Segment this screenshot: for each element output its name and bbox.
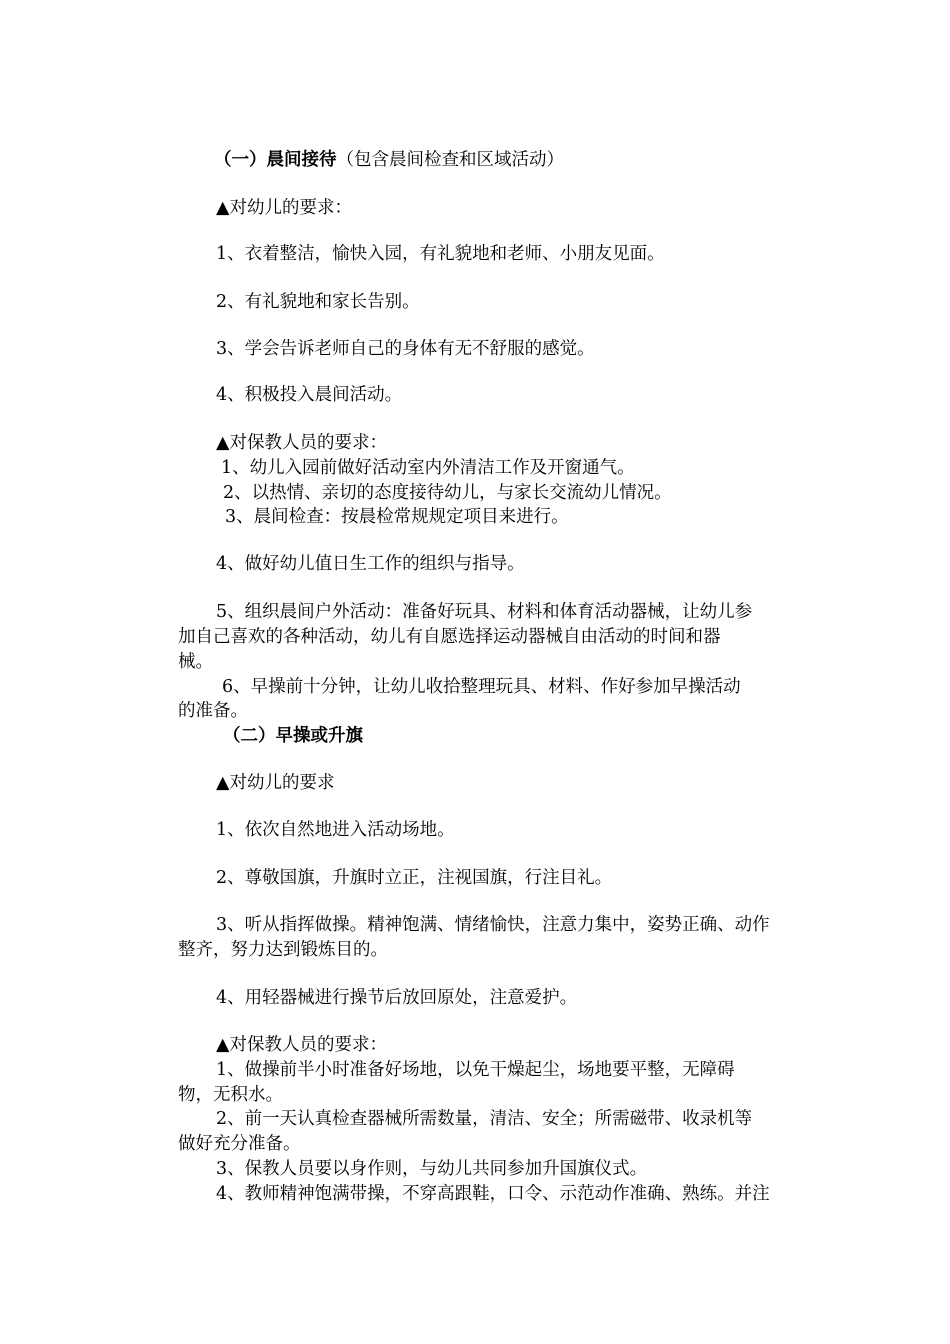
section1-child-item-4: 4、积极投入晨间活动。 [216, 385, 403, 405]
section2-staff-item-1a: 1、做操前半小时准备好场地，以免干燥起尘，场地要平整，无障碍 [216, 1060, 735, 1080]
section1-heading: （一）晨间接待 [214, 150, 337, 170]
section2-child-item-3b: 整齐，努力达到锻炼目的。 [178, 940, 388, 960]
section2-child-item-3a: 3、听从指挥做操。精神饱满、情绪愉快，注意力集中，姿势正确、动作 [216, 915, 770, 935]
section2-child-item-2: 2、尊敬国旗，升旗时立正，注视国旗，行注目礼。 [216, 868, 613, 888]
section2-staff-item-2a: 2、前一天认真检查器械所需数量，清洁、安全；所需磁带、收录机等 [216, 1109, 753, 1129]
section2-child-item-4: 4、用轻器械进行操节后放回原处，注意爱护。 [216, 988, 578, 1008]
section1-staff-item-6b: 的准备。 [178, 701, 248, 721]
section1-staff-item-3: 3、晨间检查：按晨检常规规定项目来进行。 [225, 507, 569, 527]
section1-staff-item-5b: 加自己喜欢的各种活动，幼儿有自愿选择运动器械自由活动的时间和器 [178, 627, 721, 647]
section1-child-item-2: 2、有礼貌地和家长告别。 [216, 292, 420, 312]
section1-staff-req-title: ▲对保教人员的要求： [216, 433, 387, 453]
section2-staff-item-3: 3、保教人员要以身作则，与幼儿共同参加升国旗仪式。 [216, 1159, 648, 1179]
section1-staff-item-5a: 5、组织晨间户外活动：准备好玩具、材料和体育活动器械，让幼儿参 [216, 602, 753, 622]
section1-staff-item-6a: 6、早操前十分钟，让幼儿收拾整理玩具、材料、作好参加早操活动 [222, 677, 741, 697]
section1-heading-note: （包含晨间检查和区域活动） [336, 150, 564, 170]
section1-child-item-1: 1、衣着整洁，愉快入园，有礼貌地和老师、小朋友见面。 [216, 244, 665, 264]
section2-staff-item-4: 4、教师精神饱满带操，不穿高跟鞋，口令、示范动作准确、熟练。并注 [216, 1184, 770, 1204]
section1-heading-line [214, 148, 564, 172]
section1-staff-item-2: 2、以热情、亲切的态度接待幼儿，与家长交流幼儿情况。 [223, 483, 672, 503]
section2-staff-item-2b: 做好充分准备。 [178, 1134, 301, 1154]
section2-staff-req-title: ▲对保教人员的要求： [216, 1035, 387, 1055]
section1-child-req-title: ▲对幼儿的要求： [216, 198, 352, 218]
section2-heading: （二）早操或升旗 [223, 726, 363, 746]
section1-child-item-3: 3、学会告诉老师自己的身体有无不舒服的感觉。 [216, 339, 595, 359]
section2-child-req-title: ▲对幼儿的要求 [216, 773, 335, 793]
section1-staff-item-4: 4、做好幼儿值日生工作的组织与指导。 [216, 554, 525, 574]
section2-staff-item-1b: 物，无积水。 [178, 1085, 283, 1105]
section1-staff-item-1: 1、幼儿入园前做好活动室内外清洁工作及开窗通气。 [221, 458, 635, 478]
section1-staff-item-5c: 械。 [178, 652, 213, 672]
section2-child-item-1: 1、依次自然地进入活动场地。 [216, 820, 455, 840]
